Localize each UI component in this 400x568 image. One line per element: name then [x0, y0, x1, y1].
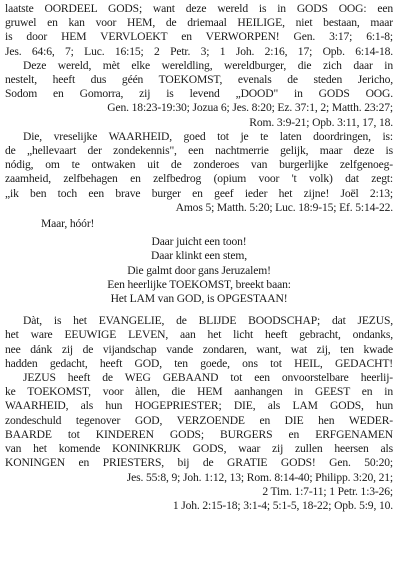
poem-line: Daar juicht een toon! — [151, 235, 247, 249]
text-line: nestelt, heeft dus géén TOEKOMST, evenals de steden Jericho, — [5, 73, 393, 87]
reference-line: Gen. 18:23-19:30; Jozua 6; Jes. 8:20; Ez. 37:1, 2; Matth. 23:27; — [107, 101, 393, 115]
reference-line: 1 Joh. 2:15-18; 3:1-4; 5:1-5, 18-22; Opb. 5:9, 10. — [172, 498, 393, 512]
reference-line: 2 Tim. 1:7-11; 1 Petr. 1:3-26; — [262, 484, 393, 498]
document-page — [5, 2, 393, 513]
poem-line: Daar klinkt een stem, — [150, 249, 247, 263]
reference-line: Jes. 55:8, 9; Joh. 1:12, 13; Rom. 8:14-40; Philipp. 3:20, 21; — [126, 470, 393, 484]
paragraph-block-2 — [5, 314, 393, 513]
text-line: nee dánk zij de vijandschap vande zondaren, want, wat zij, ten kwade — [5, 342, 393, 356]
text-line: Deze wereld, mèt elke wereldling, wereldburger, die zich daar in — [23, 58, 393, 72]
text-line: BAARDE tot KINDEREN GODS; BURGERS en ERFGENAMEN — [5, 427, 393, 441]
text-line: ke TOEKOMST, voor àllen, die HEM aanhangen in GEEST en in — [5, 385, 393, 399]
text-line: zondeschuld tegenover GOD, VERZOENDE en DIE hen WEDER- — [5, 413, 393, 427]
text-line: JEZUS heeft de WEG GEBAAND tot een onvoorstelbare heerlij- — [23, 371, 393, 385]
text-line: laatste OORDEEL GODS; want deze wereld is in GODS OOG: een — [5, 2, 393, 15]
poem-line: Die galmt door gans Jeruzalem! — [127, 263, 271, 277]
interjection: Maar, hóór! — [41, 217, 95, 231]
text-line: hadden gedacht, heeft GOD, ten goede, ons tot HEIL, GEDACHT! — [5, 356, 393, 370]
text-line: KONINGEN en PRIESTERS, bij de GRATIE GODS! Gen. 50:20; — [5, 456, 393, 470]
text-line: Sodom en Gomorra, zij is levend „DOOD" in GODS OOG. — [5, 87, 393, 101]
text-line: Die, vreselijke WAARHEID, goed tot je te laten doordringen, is: — [23, 129, 393, 143]
text-line: de „hellevaart der zondekennis", een nachtmerrie gelijk, maar deze is — [5, 144, 393, 158]
poem-line: Een heerlijke TOEKOMST, breekt baan: — [107, 277, 291, 291]
text-line: het ware EEUWIGE LEVEN, aan het licht heeft gebracht, ondanks, — [5, 328, 393, 342]
poem-line: Het LAM van GOD, is OPGESTAAN! — [110, 292, 288, 306]
reference-line: Amos 5; Matth. 5:20; Luc. 18:9-15; Ef. 5:14-22. — [175, 200, 393, 214]
text-line: WAARHEID, als hun HOGEPRIESTER; DIE, als LAM GODS, hun — [5, 399, 393, 413]
text-line: zaamheid, zelfbehagen en zelfbedrog (opium voor 't volk) dat zegt: — [5, 172, 393, 186]
paragraph-block-1 — [5, 2, 393, 215]
text-line: gruwel en kan voor HEM, de driemaal HEILIGE, niet bestaan, maar — [5, 16, 393, 30]
text-line: van het komende KONINKRIJK GODS, waar zij zullen heersen als — [5, 442, 393, 456]
text-line: Dàt, is het EVANGELIE, de BLIJDE BOODSCHAP; dat JEZUS, — [23, 314, 393, 328]
text-line: nódig, om te ontwaken uit de zonderoes van burgerlijke zelfgenoeg- — [5, 158, 393, 172]
text-line: „ik ben toch een brave burger en geef ieder het zijne! Joël 2:13; — [5, 186, 393, 200]
reference-line: Rom. 3:9-21; Opb. 3:11, 17, 18. — [249, 115, 393, 129]
text-line: is door HEM VERVLOEKT en VERWORPEN! Gen. 3:17; 6:1-8; — [5, 30, 393, 44]
text-line: Jes. 64:6, 7; Luc. 16:15; 2 Petr. 3; 1 Joh. 2:16, 17; Opb. 6:14-18. — [5, 44, 393, 58]
poem — [5, 235, 393, 306]
